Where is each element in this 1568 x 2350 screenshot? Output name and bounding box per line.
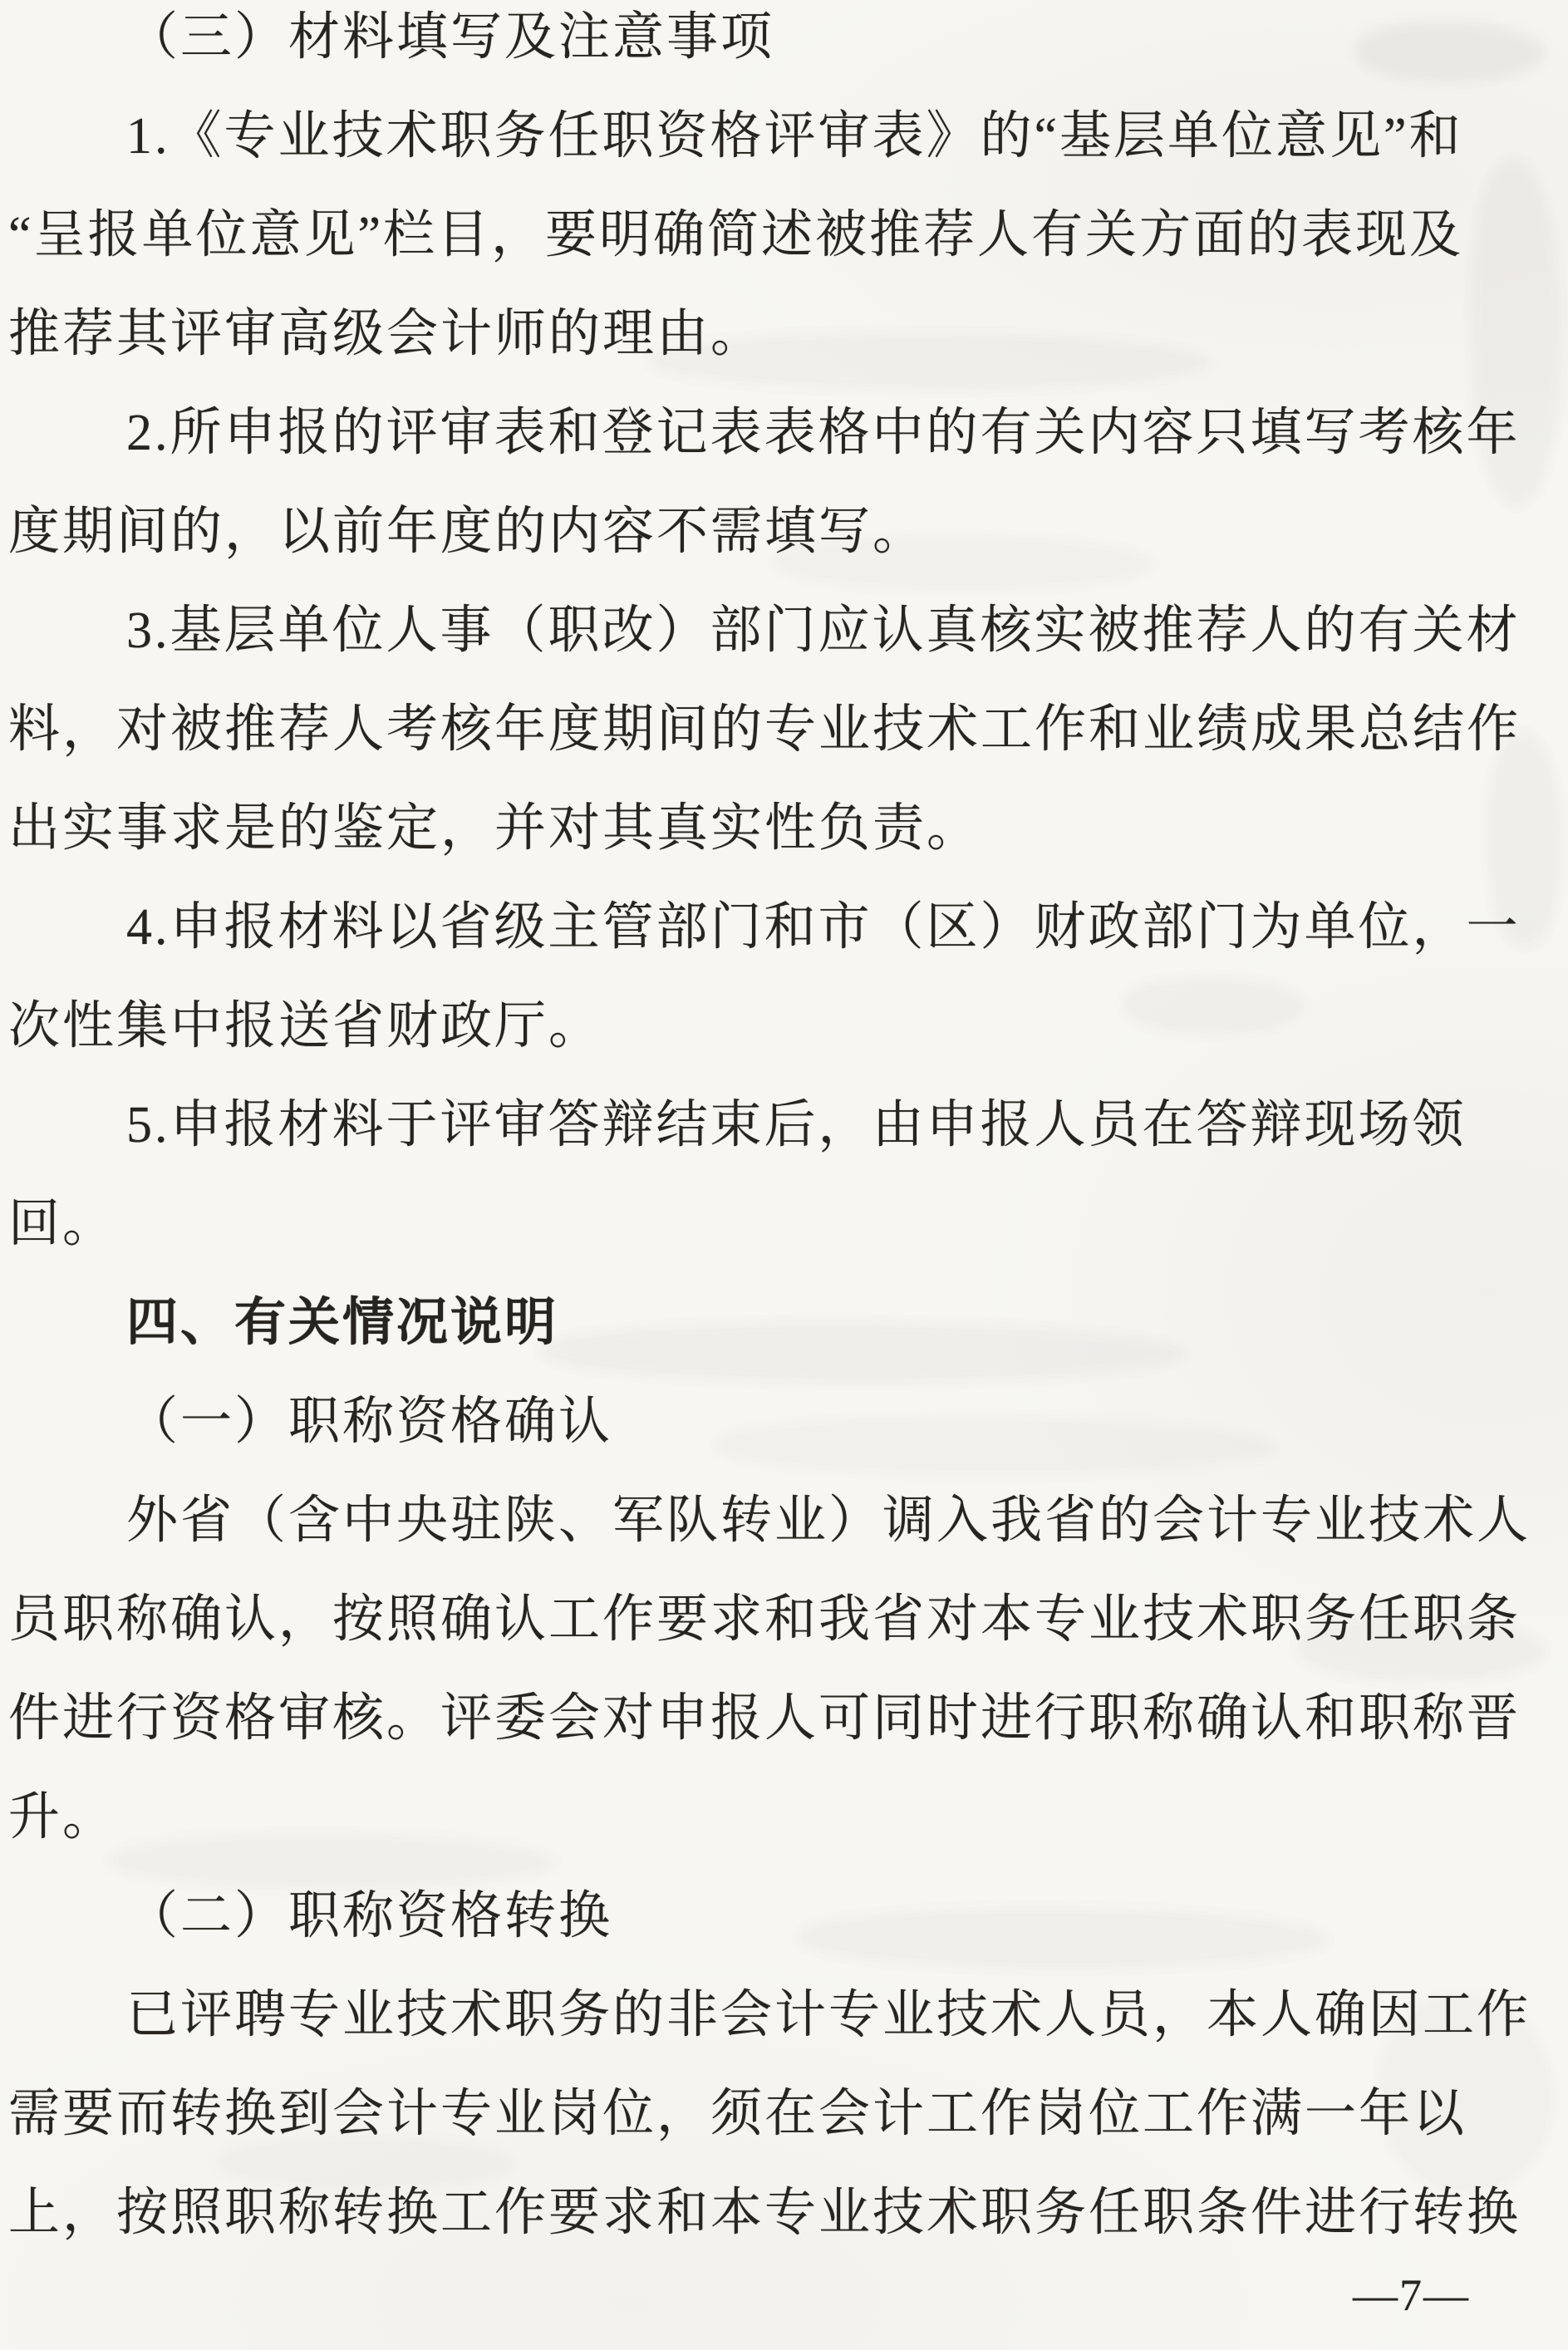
- page-number: —7—: [1353, 2270, 1470, 2320]
- text-line: 次性集中报送省财政厅。: [8, 998, 603, 1055]
- text-line: 升。: [8, 1789, 117, 1846]
- text-line: 件进行资格审核。评委会对申报人可同时进行职称确认和职称晋: [8, 1690, 1521, 1747]
- text-line: 1.《专业技术职务任职资格评审表》的“基层单位意见”和: [126, 108, 1463, 165]
- text-line: 2.所申报的评审表和登记表表格中的有关内容只填写考核年: [126, 405, 1521, 461]
- text-line: 已评聘专业技术职务的非会计专业技术人员，本人确因工作: [126, 1987, 1531, 2043]
- text-line: （三）材料填写及注意事项: [126, 9, 775, 66]
- text-line: 4.申报材料以省级主管部门和市（区）财政部门为单位，一: [126, 899, 1521, 956]
- text-line: 5.申报材料于评审答辩结束后，由申报人员在答辩现场领: [126, 1097, 1467, 1153]
- section-heading-line: 四、有关情况说明: [126, 1295, 559, 1351]
- text-line: （二）职称资格转换: [126, 1888, 613, 1944]
- text-line: 3.基层单位人事（职改）部门应认真核实被推荐人的有关材: [126, 602, 1521, 659]
- text-line: 员职称确认，按照确认工作要求和我省对本专业技术职务任职条: [8, 1591, 1521, 1648]
- text-line: 推荐其评审高级会计师的理由。: [8, 306, 765, 362]
- text-line: 料，对被推荐人考核年度期间的专业技术工作和业绩成果总结作: [8, 701, 1521, 758]
- text-line: 外省（含中央驻陕、军队转业）调入我省的会计专业技术人: [126, 1492, 1531, 1549]
- text-line: 需要而转换到会计专业岗位，须在会计工作岗位工作满一年以: [8, 2086, 1467, 2142]
- text-line: “呈报单位意见”栏目，要明确简述被推荐人有关方面的表现及: [8, 207, 1464, 263]
- text-line: （一）职称资格确认: [126, 1394, 613, 1450]
- text-line: 上，按照职称转换工作要求和本专业技术职务任职条件进行转换: [8, 2185, 1521, 2241]
- text-line: 度期间的，以前年度的内容不需填写。: [8, 504, 927, 560]
- text-line: 回。: [8, 1196, 117, 1252]
- text-line: 出实事求是的鉴定，并对其真实性负责。: [8, 800, 981, 857]
- document-body: [8, 0, 1559, 2263]
